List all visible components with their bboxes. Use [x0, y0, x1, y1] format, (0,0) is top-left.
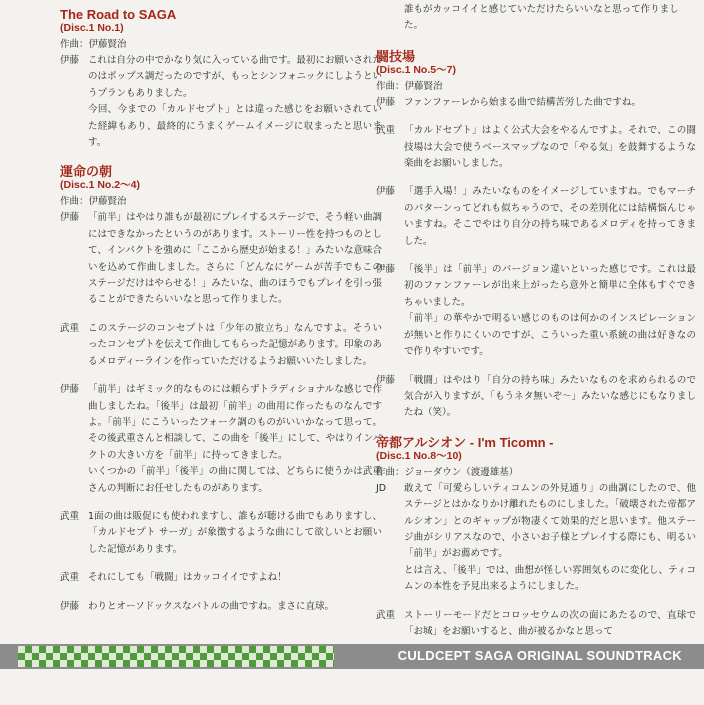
- disc-label: (Disc.1 No.1): [60, 22, 124, 34]
- comment: 「カルドセプト」はよく公式大会をやるんですよ。それで、この闘技場は大会で使うベースマップなので「やる気」を鼓舞するような楽曲をお願いしました。: [404, 125, 696, 170]
- interview-entry: [60, 570, 382, 586]
- comment: 「前半」はやはり誰もが最初にプレイするステージで、そう軽い曲調にはできなかったというのがあります。ストーリー性を持つものとして、インパクトを強めに「ここから歴史が始まる！」みたいな意味合いを込めて作曲しました。さらに「どんなにゲームが苦手でもこのステージだけはやらせる！」みたいな、曲のほうでもプレイを引っ張ることができたらいいなと思って作りました。: [88, 212, 382, 306]
- interview-entry: [376, 262, 696, 360]
- continued-text: 誰もがカッコイイと感じていただけたらいいなと思って作りました。: [404, 4, 679, 32]
- comment-paragraph: 「後半」は「前半」のバージョン違いといった感じです。これは最初のファンファーレが出来上がったら意外と簡単に全体もすぐできちゃいました。: [404, 264, 696, 308]
- comment-paragraph: いくつかの「前半」「後半」の曲に関しては、どちらに使うかは武重さんの判断にお任せしたものがあります。: [88, 466, 382, 494]
- section-unmei-no-asa: [60, 164, 382, 615]
- comment: わりとオーソドックスなバトルの曲ですね。まさに直球。: [88, 600, 334, 612]
- comment: 「選手入場！」みたいなものをイメージしていますね。でもマーチのパターンってどれも似ちゃうので、その差別化には結構悩んじゃいますね。そこでやはり自分の持ち味であるメロディを持ってきました。: [404, 186, 696, 247]
- comment: [404, 481, 696, 596]
- interview-entry: [60, 210, 382, 308]
- section-teito-alcion: [376, 435, 696, 641]
- speaker: 武重: [60, 572, 80, 584]
- speaker: 伊藤: [376, 186, 396, 198]
- comment: ファンファーレから始まる曲で結構苦労した曲ですね。: [404, 96, 641, 108]
- section-title: 帝都アルシオン - I'm Ticomn -: [376, 434, 554, 450]
- section-road-to-saga: [60, 7, 382, 151]
- disc-label: (Disc.1 No.2～4): [60, 179, 140, 192]
- composer-credit: 作曲：伊藤賢治: [60, 39, 127, 50]
- section-title: 運命の朝: [60, 164, 113, 180]
- comment: ストーリーモードだとコロッセウムの次の面にあたるので、直球で「お城」をお願いすると、曲が被るかなと思って: [404, 609, 696, 637]
- footer-title: CULDCEPT SAGA ORIGINAL SOUNDTRACK: [397, 648, 682, 663]
- speaker: 伊藤: [60, 212, 80, 224]
- comment: このステージのコンセプトは「少年の旅立ち」なんですよ。そういったコンセプトを伝えて作曲してもらった記憶があります。印象のあるメロディーラインを作っていただけるようお願いいたしました。: [88, 322, 382, 367]
- comment: 1面の曲は販促にも使われますし、誰もが聴ける曲でもありますし、「カルドセプト サーガ」が象徴するような曲にして欲しいとお願いした記憶があります。: [88, 510, 382, 555]
- right-column: [376, 0, 696, 653]
- comment-paragraph: 敢えて「可愛らしいティコムンの外見通り」の曲調にしたので、他ステージとはかなりかけ離れたものにしました。「破壊された帝都アルシオン」とのギャップが物凄くて効果的だと思います。他ステージ曲がシリアスなので、小さいお子様とプレイする際にも、明るい「前半」がお薦めです。: [404, 482, 696, 560]
- interview-entry: [376, 608, 696, 641]
- speaker: 伊藤: [376, 374, 396, 386]
- comment: それにしても「戦闘」はカッコイイですよね！: [88, 572, 287, 584]
- disc-label: (Disc.1 No.5～7): [376, 63, 456, 76]
- interview-entry: [60, 382, 382, 497]
- composer-credit: 作曲：ジョーダウン（渡邊雄基）: [376, 466, 519, 478]
- interview-entry: [60, 599, 382, 615]
- comment: [88, 53, 382, 151]
- section-title: The Road to SAGA: [60, 7, 177, 22]
- comment-paragraph: これは自分の中でかなり気に入っている曲です。最初にお願いされたのはポップス調だったのですが、もっとシンフォニックにしようというプランもありました。: [88, 55, 382, 99]
- interview-entry: [60, 53, 382, 151]
- checker-pattern: [18, 646, 334, 667]
- interview-entry: [60, 509, 382, 558]
- speaker: 武重: [60, 510, 80, 522]
- interview-entry: [376, 123, 696, 172]
- interview-entry: [60, 321, 382, 370]
- speaker: 伊藤: [376, 96, 396, 108]
- comment: [404, 262, 696, 360]
- disc-label: (Disc.1 No.8～10): [376, 449, 462, 462]
- interview-entry: [376, 373, 696, 422]
- speaker: 武重: [376, 609, 396, 621]
- section-tougijou: [376, 49, 696, 422]
- speaker: 伊藤: [60, 600, 80, 612]
- speaker: 武重: [376, 125, 396, 137]
- interview-entry: [376, 95, 696, 111]
- comment-paragraph: 「前半」の華やかで明るい感じのものは何かのインスピレーションが無いと作りにくいのですが、こういった重い系統の曲は好きなので作りやすいです。: [404, 313, 696, 358]
- speaker: 武重: [60, 322, 80, 334]
- interview-entry: [376, 184, 696, 250]
- composer-credit: 作曲：伊藤賢治: [376, 80, 443, 92]
- comment-paragraph: 「前半」はギミック的なものには頼らずトラディショナルな感じで作曲しましたね。「後半」は最初「前半」の曲用に作ったものなんですよ。「前半」にこういったフォーク調のものがいいかなって思って。その後武重さんと相談して、この曲を「後半」にして、やはりインパクトの大きい方を「前半」に持ってきました。: [88, 384, 382, 461]
- speaker: 伊藤: [60, 384, 80, 396]
- speaker: 伊藤: [60, 55, 80, 66]
- speaker: JD: [376, 482, 387, 494]
- interview-entry: [376, 481, 696, 596]
- speaker: 伊藤: [376, 264, 396, 276]
- comment-paragraph: 今回、今までの「カルドセプト」とは違った感じをお願いされていた経緯もあり、最終的にうまくゲームイメージに収まったと思います。: [88, 104, 382, 149]
- section-title: 闘技場: [376, 48, 416, 64]
- comment-paragraph: とは言え、「後半」では、曲想が怪しい雰囲気ものに変化し、ティコムンの本性を予見出来るようにしました。: [404, 564, 696, 593]
- composer-credit: 作曲：伊藤賢治: [60, 196, 127, 208]
- comment: 「戦闘」はやはり「自分の持ち味」みたいなものを求められるので気合が入りますが、「もうネタ無いぞ～」みたいな感じにもなりましたね（笑）。: [404, 374, 696, 419]
- comment: [88, 382, 382, 497]
- left-column: [60, 0, 382, 628]
